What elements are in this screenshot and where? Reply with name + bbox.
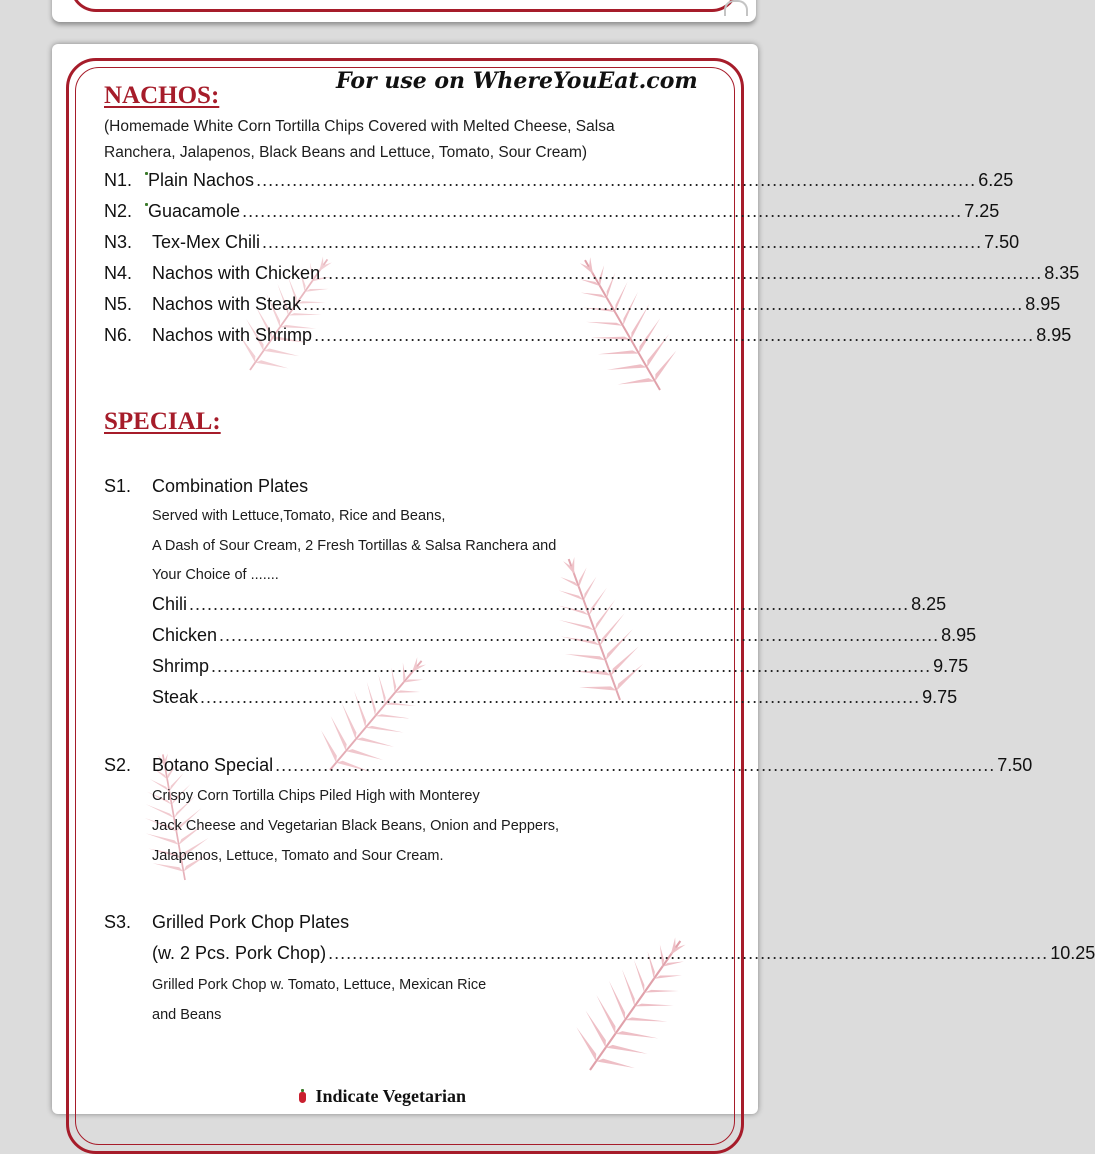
item-code: N1. — [104, 170, 133, 190]
option-name: Chicken — [152, 625, 218, 645]
leader-dots: ........................................................................................................................ — [328, 943, 1049, 963]
leader-dots: ........................................................................................................................ — [314, 325, 1035, 345]
s2-title: Botano Special — [152, 755, 274, 775]
s3-title: Grilled Pork Chop Plates — [152, 912, 350, 932]
item-price: 6.25 — [978, 170, 1014, 190]
leader-dots: ........................................................................................................................ — [200, 687, 921, 707]
s3-price: 10.25 — [1050, 943, 1095, 963]
item-price: 8.95 — [1025, 294, 1061, 314]
vegetarian-legend-text: Indicate Vegetarian — [315, 1086, 466, 1106]
nachos-description-line-1: (Homemade White Corn Tortilla Chips Covered with Melted Cheese, Salsa — [104, 118, 615, 135]
s1-description-line-1: Served with Lettuce,Tomato, Rice and Beans, — [152, 508, 446, 524]
option-name: Chili — [152, 594, 188, 614]
nachos-description-line-2: Ranchera, Jalapenos, Black Beans and Lettuce, Tomato, Sour Cream) — [104, 144, 588, 161]
item-code: N2. — [104, 201, 133, 221]
leader-dots: ........................................................................................................................ — [219, 625, 940, 645]
s2-description-line-2: Jack Cheese and Vegetarian Black Beans, Onion and Peppers, — [152, 818, 560, 834]
s1-code: S1. — [104, 476, 132, 496]
item-code: N6. — [104, 325, 133, 345]
s2-code: S2. — [104, 755, 132, 775]
leader-dots: ........................................................................................................................ — [189, 594, 910, 614]
item-name: Tex-Mex Chili — [152, 232, 261, 252]
option-price: 9.75 — [933, 656, 969, 676]
option-price: 8.95 — [941, 625, 977, 645]
option-price: 8.25 — [911, 594, 947, 614]
s1-description-line-3: Your Choice of ....... — [152, 567, 279, 583]
s2-price: 7.50 — [997, 755, 1033, 775]
item-price: 7.50 — [984, 232, 1020, 252]
option-name: Shrimp — [152, 656, 210, 676]
nachos-item-row — [104, 325, 1072, 356]
item-name: Nachos with Steak — [152, 294, 302, 314]
s1-option-row — [152, 625, 977, 656]
item-price: 8.95 — [1036, 325, 1072, 345]
item-price: 8.35 — [1044, 263, 1080, 283]
item-code: N4. — [104, 263, 133, 283]
leader-dots: ........................................................................................................................ — [242, 201, 963, 221]
special-heading: SPECIAL: — [104, 408, 221, 435]
s2-row — [104, 755, 1033, 776]
nachos-item-row — [104, 201, 1000, 232]
s3-code: S3. — [104, 912, 132, 932]
s3-price-row — [152, 943, 1095, 964]
item-price: 7.25 — [964, 201, 1000, 221]
s2-description-line-1: Crispy Corn Tortilla Chips Piled High with Monterey — [152, 788, 480, 804]
leader-dots: ........................................................................................................................ — [275, 755, 996, 775]
leader-dots: ........................................................................................................................ — [256, 170, 977, 190]
s1-option-list — [152, 594, 977, 718]
s1-description-line-2: A Dash of Sour Cream, 2 Fresh Tortillas & Salsa Ranchera and — [152, 538, 557, 554]
item-name: Nachos with Chicken — [152, 263, 321, 283]
watermark-text: For use on WhereYouEat.com — [336, 68, 698, 94]
leader-dots: ........................................................................................................................ — [211, 656, 932, 676]
vegetarian-legend — [300, 1086, 466, 1107]
item-name: Guacamole — [148, 201, 241, 221]
leader-dots: ........................................................................................................................ — [262, 232, 983, 252]
pepper-icon — [299, 1092, 306, 1103]
s3-subtitle: (w. 2 Pcs. Pork Chop) — [152, 943, 327, 963]
s3-description-line-2: and Beans — [152, 1007, 222, 1023]
s3-header — [104, 912, 704, 933]
nachos-item-row — [104, 232, 1020, 263]
nachos-item-row — [104, 294, 1061, 325]
nachos-heading: NACHOS: — [104, 82, 220, 109]
s1-option-row — [152, 656, 969, 687]
s3-description-line-1: Grilled Pork Chop w. Tomato, Lettuce, Mexican Rice — [152, 977, 487, 993]
item-name: Nachos with Shrimp — [152, 325, 313, 345]
nachos-item-list — [104, 170, 1080, 356]
option-name: Steak — [152, 687, 199, 707]
leader-dots: ........................................................................................................................ — [322, 263, 1043, 283]
s1-option-row — [152, 687, 958, 718]
leader-dots: ........................................................................................................................ — [303, 294, 1024, 314]
item-code: N3. — [104, 232, 133, 252]
s1-option-row — [152, 594, 947, 625]
nachos-item-row — [104, 263, 1080, 294]
item-name: Plain Nachos — [148, 170, 255, 190]
s1-header — [104, 476, 704, 497]
item-code: N5. — [104, 294, 133, 314]
s1-title: Combination Plates — [152, 476, 309, 496]
option-price: 9.75 — [922, 687, 958, 707]
nachos-item-row — [104, 170, 1014, 201]
s2-description-line-3: Jalapenos, Lettuce, Tomato and Sour Cream. — [152, 848, 444, 864]
